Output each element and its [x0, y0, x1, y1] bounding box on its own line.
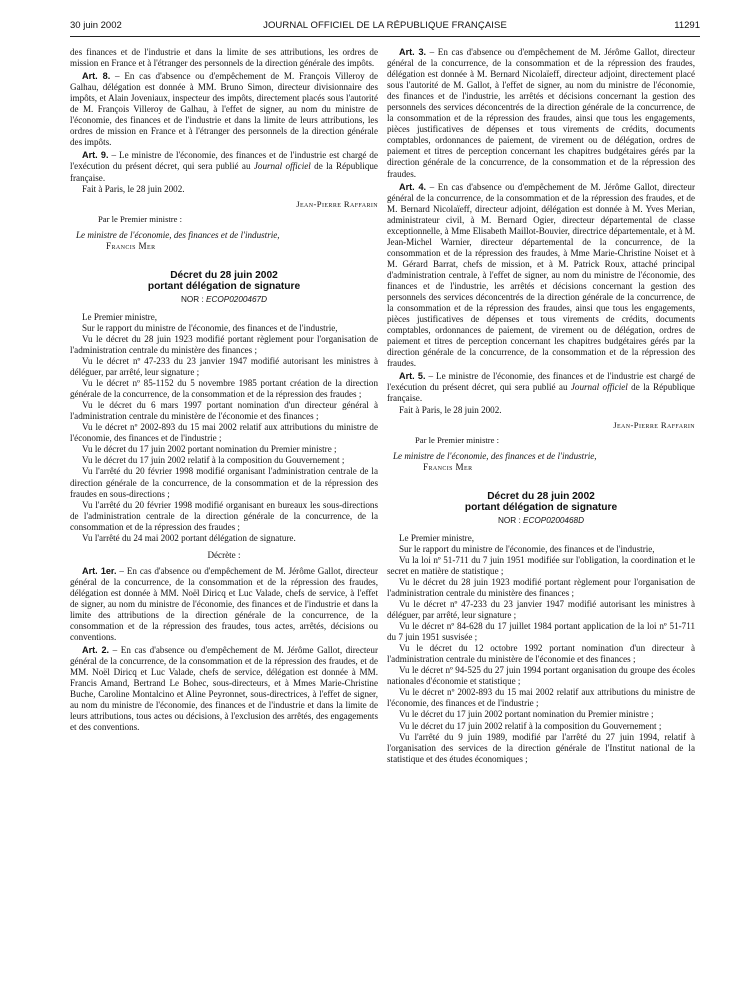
visa: Vu la loi nº 51-711 du 7 juin 1951 modifiée sur l'obligation, la coordination et le secret en matière de statistique ;	[387, 554, 695, 576]
signatory	[70, 199, 378, 210]
minister-title: Le ministre de l'économie, des finances et de l'industrie,	[76, 229, 280, 240]
article-9	[70, 150, 378, 183]
article-label: Art. 1er.	[82, 565, 117, 576]
left-column	[70, 47, 378, 734]
visa: Sur le rapport du ministre de l'économie, des finances et de l'industrie,	[82, 322, 338, 333]
visa: Vu le décret du 6 mars 1997 portant nomination d'un directeur général à l'administration centrale du ministère de l'économie et des finances ;	[70, 400, 378, 422]
article-text: – En cas d'absence ou d'empêchement de M. Jérôme Gallot, directeur général de la concurrence, de la consommation et de la répression des fraudes, et de MM. Noël Diricq et Luc Valade, chefs de service, délégation est donnée à MM. Francis Amand, Bertrand Le Bohec, sous-directeurs, et à Mmes Marie-Christine Buche, Caroline Montalcino et Aline Peyronnet, sous-directrices, à l'effet de signer, au nom du ministre de l'économie, des finances et de l'industrie et dans la limite de leurs attributions, tous actes ou décisions, à l'exclusion des arrêtés, des engagements et des conventions.	[70, 645, 378, 733]
article-3	[387, 47, 695, 180]
par-premier-ministre: Par le Premier ministre :	[98, 213, 183, 224]
premier-ministre-line: Le Premier ministre,	[399, 532, 475, 543]
visa: Vu le décret du 17 juin 2002 portant nomination du Premier ministre ;	[399, 709, 654, 720]
visa: Vu le décret du 17 juin 2002 portant nomination du Premier ministre ;	[82, 444, 337, 455]
article-text: – En cas d'absence ou d'empêchement de M. Jérôme Gallot, directeur général de la concurrence, de la consommation et de la répression des fraudes, délégation est donnée à MM. Noël Diricq et Luc Valade, chefs de service, à l'effet de signer, au nom du ministre de l'économie, des finances et de l'industrie et dans la limite des attributions de la direction générale de la concurrence, de la consommation et de la répression des fraudes, tous actes, arrêtés, décisions ou conventions.	[70, 565, 378, 643]
visa: Vu le décret nº 84-628 du 17 juillet 1984 portant application de la loi nº 51-711 du 7 juin 1951 susvisée ;	[387, 621, 695, 643]
article-label: Art. 4.	[399, 181, 427, 192]
minister-name: Francis Mer	[423, 461, 473, 472]
visa: Vu l'arrêté du 24 mai 2002 portant délégation de signature.	[82, 532, 296, 543]
signatory	[387, 420, 695, 431]
visa: Vu l'arrêté du 9 juin 1989, modifié par l'arrêté du 27 juin 1994, relatif à l'organisation des services de la direction générale de l'Institut national de la statistique et des études économiques ;	[387, 731, 695, 764]
header-rule	[70, 36, 700, 37]
article-2	[70, 645, 378, 733]
continued-paragraph: des finances et de l'industrie et dans la limite de ses attributions, les ordres de mission en France et à l'étranger des personnels de la direction générale des impôts.	[70, 47, 378, 69]
visa: Vu le décret nº 2002-893 du 15 mai 2002 relatif aux attributions du ministre de l'économie, des finances et de l'industrie ;	[70, 422, 378, 444]
visa: Vu le décret du 28 juin 1923 modifié portant règlement pour l'organisation de l'administration centrale du ministère des finances ;	[387, 576, 695, 598]
visa: Vu le décret du 17 juin 2002 relatif à la composition du Gouvernement ;	[82, 455, 345, 466]
decrete-heading: Décrète :	[207, 549, 241, 560]
article-text: – Le ministre de l'économie, des finances et de l'industrie est chargé de l'exécution du présent décret, qui sera publié au	[70, 150, 379, 172]
right-column	[387, 47, 695, 765]
visa: Vu l'arrêté du 20 février 1998 modifié organisant en bureaux les sous-directions de l'administration centrale de la direction générale de la concurrence, de la consommation et de la répression des fraudes ;	[70, 499, 378, 532]
article-label: Art. 5.	[399, 371, 426, 382]
article-label: Art. 2.	[82, 645, 110, 656]
visa: Vu le décret nº 47-233 du 23 janvier 1947 modifié autorisant les ministres à déléguer, par arrêté, leur signature ;	[70, 355, 378, 378]
header-date: 30 juin 2002	[70, 20, 122, 31]
visa: Vu le décret du 28 juin 1923 modifié portant règlement pour l'organisation de l'administration centrale du ministère des finances ;	[70, 333, 378, 355]
nor-label: NOR :	[180, 294, 207, 304]
article-label: Art. 3.	[399, 47, 427, 57]
signatory-name: Jean-Pierre Raffarin	[613, 419, 695, 430]
article-5	[387, 371, 695, 404]
visa: Vu le décret nº 94-525 du 27 juin 1994 portant organisation du groupe des écoles nationales d'économie et statistique ;	[387, 665, 695, 687]
decree-title-line-1: Décret du 28 juin 2002	[487, 490, 595, 502]
article-8	[70, 71, 378, 148]
visa: Vu le décret du 12 octobre 1992 portant nomination d'un directeur à l'administration centrale du ministère de l'économie et des finances ;	[387, 643, 695, 665]
nor-reference	[387, 515, 695, 526]
visa: Vu le décret nº 2002-893 du 15 mai 2002 relatif aux attributions du ministre de l'économie, des finances et de l'industrie ;	[387, 687, 695, 709]
visa: Vu le décret du 17 juin 2002 relatif à la composition du Gouvernement ;	[399, 720, 662, 731]
article-1	[70, 566, 378, 643]
article-text: – En cas d'absence ou d'empêchement de M. Jérôme Gallot, directeur général de la concurrence, de la consommation et de la répression des fraudes, délégation est donnée à M. Bernard Nicolaïeff, directeur adjoint, directement placé sous l'autorité de M. Gallot, à l'effet de signer, au nom du ministre de l'économie, des finances et de l'industrie, les arrêtés et décisions concernant la gestion des personnels des services déconcentrés de la direction générale de la concurrence, de la consommation et de la répression des fraudes, ainsi que tous les engagements, pièces justificatives de dépenses et tous virements de crédits, documents comptables, ordonnances de paiement, de virement ou de délégation, ordres de paiement et titres de perception concernant les chapitres budgétaires gérés par la direction générale de la concurrence, de la consommation et de la répression des fraudes.	[387, 47, 695, 179]
article-text: – Le ministre de l'économie, des finances et de l'industrie est chargé de l'exécution du présent décret, qui sera publié au	[387, 371, 696, 393]
decree-title-line-1: Décret du 28 juin 2002	[170, 269, 278, 281]
article-text: – En cas d'absence ou d'empêchement de M. François Villeroy de Galhau, délégation est donnée à MM. Bruno Simon, directeur divisionnaire des impôts, et Alain Joveniaux, inspecteur des impôts, directement placés sous l'autorité de M. François Villeroy de Galhau, à l'effet de signer, au nom du ministre de l'économie, des finances et de l'industrie et dans la limite de leurs attributions, les ordres de mission en France et à l'étranger des personnels de la direction générale des impôts.	[70, 71, 378, 148]
nor-code: ECOP0200468D	[523, 515, 585, 525]
minister-name: Francis Mer	[106, 240, 156, 251]
place-date-line: Fait à Paris, le 28 juin 2002.	[399, 404, 502, 415]
par-premier-ministre: Par le Premier ministre :	[415, 434, 500, 445]
article-text: – En cas d'absence ou d'empêchement de M. Jérôme Gallot, directeur général de la concurrence, de la consommation et de la répression des fraudes, et de M. Bernard Nicolaïeff, directeur adjoint, délégation est donnée à M. Yves Merian, administrateur civil, à M. Bernard Ogier, directeur départemental de classe exceptionnelle, à Mme Elisabeth Maillot-Bouvier, directrice départementale, et à M. Jean-Michel Warnier, directeur départemental de la concurrence, de la consommation et de la répression des fraudes, à Mme Marie-Christine Noiset et à M. Gérard Barrat, chefs de mission, et à M. Patrick Roux, attaché principal d'administration centrale, à l'effet de signer, au nom du ministre de l'économie, des finances et de l'industrie, les arrêtés et décisions concernant la gestion des personnels des services déconcentrés de la direction générale de la concurrence, de la consommation et de la répression des fraudes, ainsi que tous les engagements, pièces justificatives de dépenses et tous virements de crédits, documents comptables, ordonnances de paiement, de virement ou de délégation, ordres de paiement et titres de perception concernant les chapitres budgétaires gérés par la direction générale de la concurrence, de la consommation et de la répression des fraudes.	[387, 181, 695, 369]
decree-title-line-2: portant délégation de signature	[147, 281, 301, 293]
visa: Vu l'arrêté du 20 février 1998 modifié organisant l'administration centrale de la direction générale de la concurrence, de la consommation et de la répression des fraudes en sous-directions ;	[70, 466, 378, 499]
journal-officiel-ref: Journal officiel	[570, 382, 628, 393]
premier-ministre-line: Le Premier ministre,	[82, 311, 158, 322]
article-4	[387, 182, 695, 370]
running-header	[70, 20, 700, 34]
visa: Vu le décret nº 85-1152 du 5 novembre 1985 portant création de la direction générale de la concurrence, de la consommation et de la répression des fraudes ;	[70, 378, 378, 400]
nor-label: NOR :	[497, 515, 524, 525]
decree-title	[387, 491, 695, 514]
decree-title	[70, 270, 378, 293]
journal-title: JOURNAL OFFICIEL DE LA RÉPUBLIQUE FRANÇAISE	[263, 20, 507, 31]
article-label: Art. 8.	[82, 71, 111, 82]
signatory-name: Jean-Pierre Raffarin	[296, 198, 378, 209]
nor-reference	[70, 294, 378, 305]
visa: Vu le décret nº 47-233 du 23 janvier 1947 modifié autorisant les ministres à déléguer, par arrêté, leur signature ;	[387, 599, 695, 621]
visa: Sur le rapport du ministre de l'économie, des finances et de l'industrie,	[399, 543, 655, 554]
journal-officiel-ref: Journal officiel	[253, 161, 311, 172]
minister-title: Le ministre de l'économie, des finances et de l'industrie,	[393, 450, 597, 461]
place-date-line: Fait à Paris, le 28 juin 2002.	[82, 183, 185, 194]
decree-title-line-2: portant délégation de signature	[464, 502, 618, 514]
nor-code: ECOP0200467D	[206, 294, 268, 304]
page-number: 11291	[674, 20, 700, 31]
article-label: Art. 9.	[82, 150, 109, 161]
article-text: de la République française.	[70, 161, 378, 183]
article-text: de la République française.	[387, 382, 695, 404]
